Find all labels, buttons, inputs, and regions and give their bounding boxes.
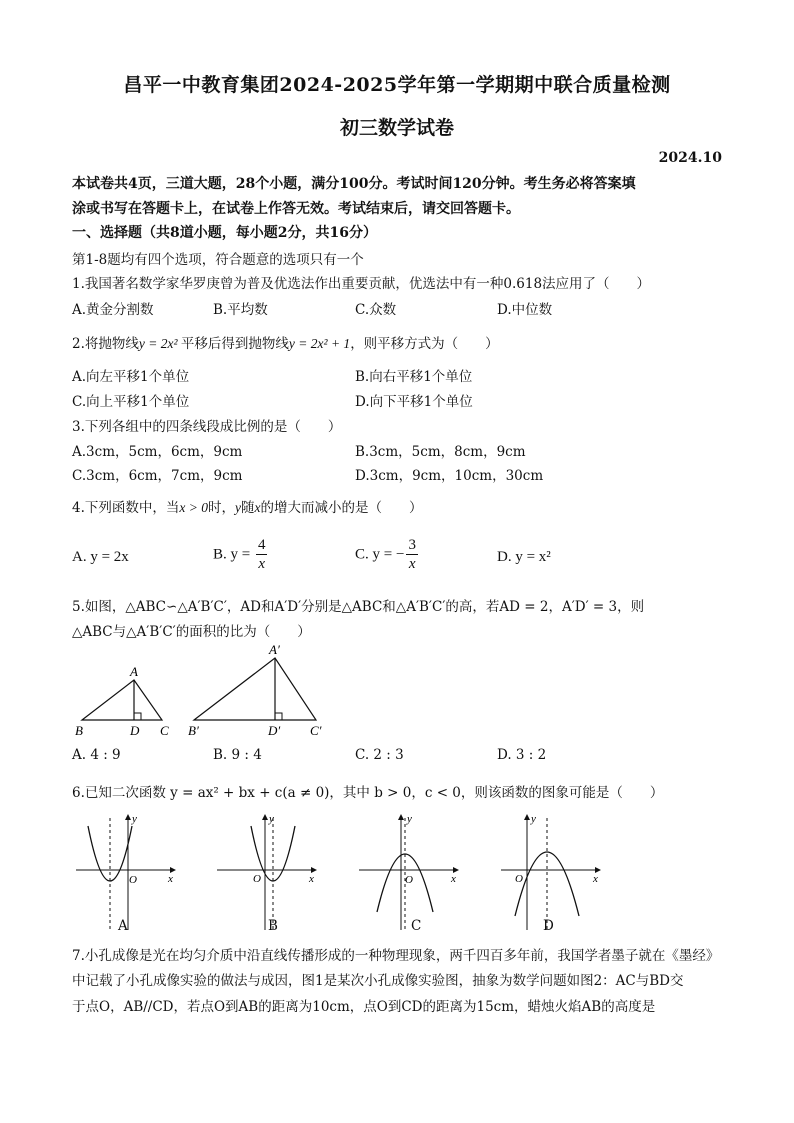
y-label: y <box>407 813 412 825</box>
q2-option-c: C.向上平移1个单位 <box>72 394 190 410</box>
q4-prefix: 4.下列函数中，当 <box>72 500 180 516</box>
exam-subtitle: 初三数学试卷 <box>339 117 454 139</box>
instructions-line-1: 本试卷共4页，三道大题，28个小题，满分100分。考试时间120分钟。考生务必将答案填 <box>72 176 636 192</box>
y-label: y <box>269 813 274 825</box>
q6-label-c: C <box>411 918 422 934</box>
q2-option-b: B.向右平移1个单位 <box>355 369 473 385</box>
q6-label-d: D <box>543 918 554 934</box>
origin-label: O <box>129 874 137 886</box>
q4-option-b-prefix: B. y = <box>213 546 254 563</box>
label-b-prime: B′ <box>188 723 199 738</box>
q1-option-d: D.中位数 <box>497 302 553 318</box>
q6-label-b: B <box>268 918 278 934</box>
x-label: x <box>168 873 173 885</box>
q7-line-3: 于点O，AB//CD，若点O到AB的距离为10cm，点O到CD的距离为15cm，蜡烛火焰AB的高度是 <box>72 999 656 1015</box>
q4-stem <box>72 496 423 516</box>
q4-var-x: x <box>254 500 261 515</box>
q4-option-b-fraction <box>256 538 268 572</box>
q4-mid-1: 时， <box>208 500 235 516</box>
label-d: D <box>130 723 140 738</box>
right-angle-mark-d-prime <box>275 713 282 720</box>
q2-option-d: D.向下平移1个单位 <box>355 394 473 410</box>
q6-stem: 6.已知二次函数 y = ax² + bx + c(a ≠ 0)，其中 b > 0，c < 0，则该函数的图象可能是（ ） <box>72 785 664 801</box>
label-a-prime: A′ <box>269 642 280 657</box>
q5-option-b: B. 9 : 4 <box>213 747 262 763</box>
label-c-prime: C′ <box>310 723 322 738</box>
origin-label: O <box>405 874 413 886</box>
exam-title: 昌平一中教育集团2024-2025学年第一学期期中联合质量检测 <box>123 74 671 96</box>
q2-formula-2: y = 2x² + 1 <box>288 336 351 351</box>
q5-line-1: 5.如图，△ABC∽△A′B′C′，AD和A′D′分别是△ABC和△A′B′C′的高，若AD = 2，A′D′ = 3，则 <box>72 599 645 615</box>
q7-line-2: 中记载了小孔成像实验的做法与成因，图1是某次小孔成像实验图，抽象为数学问题如图2：AC与BD交 <box>72 973 684 989</box>
q7-line-1: 7.小孔成像是光在均匀介质中沿直线传播形成的一种物理现象，两千四百多年前，我国学者墨子就在《墨经》 <box>72 948 720 964</box>
y-label: y <box>531 813 536 825</box>
instructions-line-2: 涂或书写在答题卡上，在试卷上作答无效。考试结束后，请交回答题卡。 <box>72 201 520 217</box>
q1-stem: 1.我国著名数学家华罗庚曾为普及优选法作出重要贡献，优选法中有一种0.618法应用了（ ） <box>72 276 651 292</box>
q5-line-2: △ABC与△A′B′C′的面积的比为（ ） <box>72 624 311 640</box>
q4-option-c-denominator: x <box>408 556 416 572</box>
q5-option-c: C. 2 : 3 <box>355 747 404 763</box>
q4-option-c-fraction <box>406 538 418 572</box>
q4-condition: x > 0 <box>179 500 208 515</box>
q4-option-b-numerator: 4 <box>257 537 266 553</box>
q4-option-b <box>213 538 269 572</box>
q3-stem: 3.下列各组中的四条线段成比例的是（ ） <box>72 419 342 435</box>
q2-middle: 平移后得到抛物线 <box>180 336 289 352</box>
q1-option-b: B.平均数 <box>213 302 268 318</box>
right-angle-mark-d <box>134 713 141 720</box>
y-axis-arrow <box>524 814 530 820</box>
section-heading: 一、选择题（共8道小题，每小题2分，共16分） <box>72 225 377 241</box>
section-note: 第1-8题均有四个选项，符合题意的选项只有一个 <box>72 252 364 268</box>
y-axis-arrow <box>398 814 404 820</box>
q4-option-b-denominator: x <box>258 556 266 572</box>
q2-prefix: 2.将抛物线 <box>72 336 139 352</box>
origin-label: O <box>515 873 523 885</box>
q6-graph-c <box>355 812 465 937</box>
q3-option-c: C.3cm，6cm，7cm，9cm <box>72 468 243 484</box>
y-label: y <box>132 813 137 825</box>
q5-option-d: D. 3 : 2 <box>497 747 547 763</box>
q2-formula-1: y = 2x² <box>138 336 181 351</box>
label-a: A <box>130 664 138 679</box>
label-d-prime: D′ <box>268 723 281 738</box>
q4-option-d: D. y = x² <box>497 549 551 565</box>
y-axis-arrow <box>262 814 268 820</box>
q1-option-a: A.黄金分割数 <box>72 302 154 318</box>
q5-option-a: A. 4 : 9 <box>72 747 121 763</box>
y-axis-arrow <box>125 814 131 820</box>
q4-option-c-numerator: 3 <box>408 537 416 553</box>
triangle-a-prime <box>194 658 316 720</box>
q2-option-a: A.向左平移1个单位 <box>72 369 190 385</box>
q4-suffix: 的增大而减小的是（ ） <box>260 500 423 516</box>
q1-option-c: C.众数 <box>355 302 397 318</box>
exam-date: 2024.10 <box>658 150 722 166</box>
q3-option-b: B.3cm，5cm，8cm，9cm <box>355 444 526 460</box>
q6-label-a: A <box>118 918 128 934</box>
q2-suffix: ，则平移方式为（ ） <box>350 336 499 352</box>
q3-option-a: A.3cm，5cm，6cm，9cm <box>72 444 243 460</box>
label-b: B <box>75 723 83 738</box>
q4-mid-2: 随 <box>241 500 255 516</box>
x-label: x <box>451 873 456 885</box>
origin-label: O <box>253 873 261 885</box>
q4-option-a: A. y = 2x <box>72 549 129 565</box>
x-label: x <box>309 873 314 885</box>
q2-stem <box>72 332 499 352</box>
q4-option-c-prefix: C. y = − <box>355 546 405 563</box>
q4-var-y: y <box>235 500 241 515</box>
label-c: C <box>160 723 169 738</box>
q4-option-c <box>355 538 420 572</box>
triangle-abc <box>82 680 162 720</box>
q3-option-d: D.3cm，9cm，10cm，30cm <box>355 468 544 484</box>
q5-triangles-figure <box>72 640 342 740</box>
x-label: x <box>593 873 598 885</box>
